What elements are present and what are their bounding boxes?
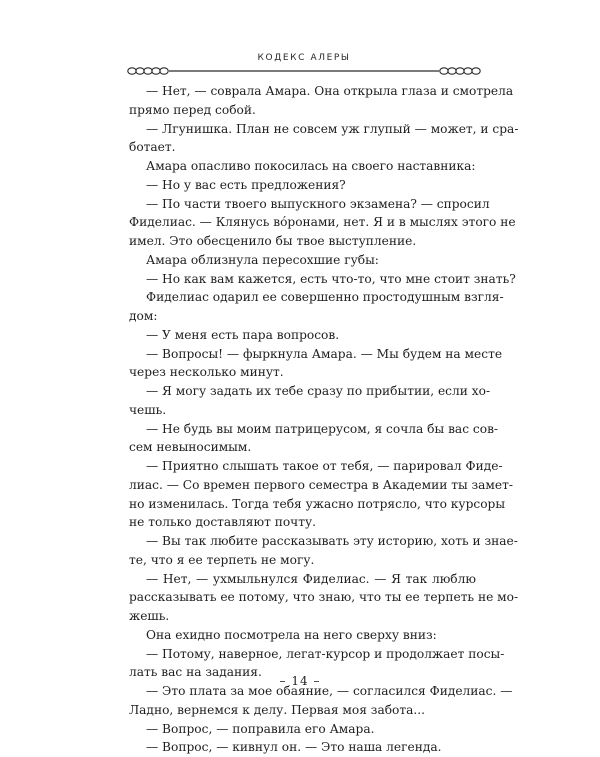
- main-text-column: [129, 82, 519, 757]
- text-line: ботает.: [129, 140, 176, 155]
- text-line: не только доставляют почту.: [129, 515, 316, 530]
- text-line: — Но у вас есть предложения?: [146, 177, 346, 192]
- text-line: но изменилась. Тогда тебя ужасно потрясло, что курсоры: [129, 496, 506, 511]
- text-line: те, что я ее терпеть не могу.: [129, 552, 315, 567]
- text-line: — Не будь вы моим патрицерусом, я сочла бы вас сов-: [146, 421, 499, 436]
- chain-link-ornament-icon: [126, 64, 482, 78]
- text-line: рассказывать ее потому, что знаю, что ты ее терпеть не мо-: [129, 590, 519, 605]
- text-line: дом:: [129, 309, 158, 323]
- text-line: Она ехидно посмотрела на него сверху вниз:: [146, 627, 437, 642]
- text-line: Амара опасливо покосилась на своего наставника:: [146, 159, 476, 173]
- text-line: — По части твоего выпускного экзамена? — спросил: [146, 196, 490, 211]
- text-line: — Вопрос, — кивнул он. — Это наша легенда.: [146, 740, 442, 755]
- running-header: КОДЕКС АЛЕРЫ: [257, 53, 351, 63]
- text-line: сем невыносимым.: [129, 440, 252, 455]
- text-line: — Но как вам кажется, есть что-то, что мне стоит знать?: [146, 271, 516, 286]
- text-line: Ладно, вернемся к делу. Первая моя забота...: [129, 702, 426, 717]
- text-line: прямо перед собой.: [129, 102, 256, 117]
- text-line: — Потому, наверное, легат-курсор и продолжает посы-: [146, 646, 505, 661]
- text-line: Фиделиас. — Клянусь вóронами, нет. Я и в мыслях этого не: [129, 215, 516, 230]
- text-line: лиас. — Со времен первого семестра в Академии ты замет-: [129, 477, 513, 492]
- text-line: — Вопросы! — фыркнула Амара. — Мы будем на месте: [146, 346, 503, 361]
- text-line: — Приятно слышать такое от тебя, — парировал Фиде-: [146, 459, 503, 473]
- text-line: — Нет, — соврала Амара. Она открыла глаза и смотрела: [146, 84, 514, 98]
- text-line: лать вас на задания.: [129, 665, 262, 680]
- text-line: Амара облизнула пересохшие губы:: [146, 252, 379, 267]
- text-line: — Вы так любите рассказывать эту историю, хоть и знае-: [146, 534, 518, 548]
- text-line: — Это плата за мое обаяние, — согласился Фиделиас. —: [146, 684, 513, 698]
- text-line: — У меня есть пара вопросов.: [146, 327, 340, 342]
- text-line: Фиделиас одарил ее совершенно простодушным взгля-: [146, 290, 504, 305]
- text-line: — Я могу задать их тебе сразу по прибытии, если хо-: [146, 384, 491, 398]
- text-line: чешь.: [129, 402, 167, 417]
- text-line: через несколько минут.: [129, 365, 284, 380]
- text-line: жешь.: [129, 609, 170, 623]
- text-line: — Вопрос, — поправила его Амара.: [146, 721, 375, 736]
- text-line: — Нет, — ухмыльнулся Фиделиас. — Я так люблю: [146, 571, 476, 586]
- text-line: — Лгунишка. План не совсем уж глупый — может, и сра-: [146, 121, 519, 136]
- page-number: – 14 –: [279, 674, 321, 688]
- text-line: имел. Это обесценило бы твое выступление.: [129, 234, 417, 248]
